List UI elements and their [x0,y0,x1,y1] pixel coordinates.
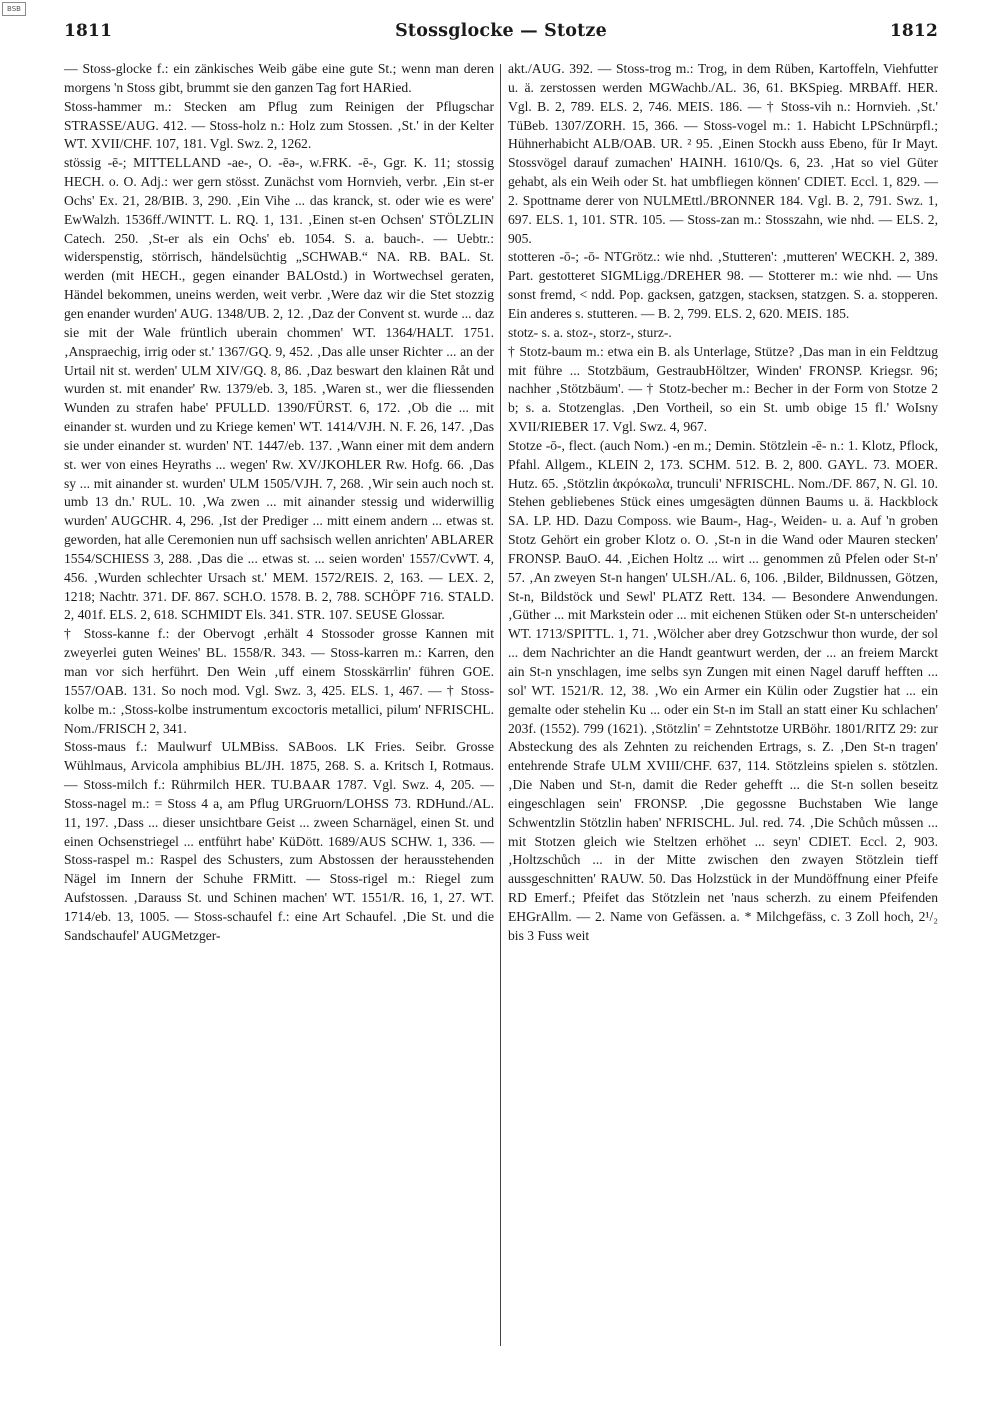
right-column-number: 1812 [889,21,938,41]
entry-stoss-trog-continued: akt./AUG. 392. — Stoss-trog m.: Trog, in dem Rüben, Kartoffeln, Viehfutter u. ä. zerstossen werden MGWachb./AL. 36, 61. BKSpieg. MRBAff. HER. Vgl. B. 2, 789. ELS. 2, 746. MEIS. 186. — † Stoss-vih n.: Hornvieh. ‚St.' TüBeb. 1307/ZORH. 15, 366. — Stoss-vogel m.: 1. Habicht LPSchnürpfl.; Hühnerhabicht ALB/OAB. UR. ² 95. ‚Einen Stockh auss Ebeno, für Ir Mayt. Stossvögel darauf zumachen' HAINH. 1610/Qs. 6, 23. ‚Hat so viel Güter gehabt, als ein Weih oder St. hat umbfliegen können' CDIET. Eccl. 1, 829. — 2. Spottname derer von NULMEttl./BRONNER 184. Vgl. B. 2, 791. Swz. 1, 697. ELS. 1, 101. STR. 105. — Stoss-zan m.: Stosszahn, wie nhd. — ELS. 2, 905. [508,61,938,246]
entry-stotteren: stotteren -ō-; -ō- NTGrötz.: wie nhd. ‚Stutteren': ‚mutteren' WECKH. 2, 389. Part. gestotteret SIGMLigg./DREHER 98. — Stotterer m.: wie nhd. — Uns sonst fremd, < ndd. Pop. gacksen, gatzgen, stacksen, statzgen. S. a. stopperen. Ein anderes s. stutteren. — B. 2, 799. ELS. 2, 620. MEIS. 185. [508,249,938,321]
page-title: Stossglocke — Stotze [395,21,607,41]
left-column [64,60,494,946]
page-header [64,16,938,46]
right-column [508,60,938,946]
entry-stoss-maus: Stoss-maus f.: Maulwurf ULMBiss. SABoos. LK Fries. Seibr. Grosse Wühlmaus, Arvicola amphibius BL/JH. 1875, 268. S. a. Kritsch I, Rotmaus. — Stoss-milch f.: Rührmilch HER. TU.BAAR 1787. Vgl. Swz. 4, 205. — Stoss-nagel m.: = Stoss 4 a, am Pflug URGruorn/LOHSS 73. RDHund./AL. 11, 197. ‚Dass ... dieser unsichtbare Geist ... zween Scharnägel, einen St. und einen Ochsenstriegel ... entführt habe' KüDött. 1689/AUS SCHW. 1, 336. — Stoss-raspel m.: Raspel des Schusters, zum Abstossen der herausstehenden Nägel im Innern der Schuhe FRMitt. — Stoss-rigel m.: Riegel zum Aufstossen. ‚Darauss St. und Schinen machen' WT. 1551/R. 16, 1, 27. WT. 1714/eb. 13, 1005. — Stoss-schaufel f.: eine Art Schaufel. ‚Die St. und die Sandschaufel' AUGMetzger- [64,739,494,943]
column-divider [500,64,501,1346]
library-stamp: BSB [2,2,26,16]
entry-stotz-baum: † Stotz-baum m.: etwa ein B. als Unterlage, Stütze? ‚Das man in ein Feldtzug mit führe ... Stotzbäum, GestraubHöltzer, Winden' FRONSP. Kriegsr. 96; nachher ‚Stötzbäum'. — † Stotz-becher m.: Becher in der Form von Stotze 2 b; s. a. Stotzenglas. ‚Den Vortheil, so ein St. umb obige 15 fl.' WoIsny XVII/RIEBER 17. Vgl. Swz. 4, 967. [508,343,938,435]
entry-stoss-glocke: — Stoss-glocke f.: ein zänkisches Weib gäbe eine gute St.; wenn man deren morgens 'n Stoss gibt, brummt sie den ganzen Tag fort HARied. [64,61,494,95]
entry-stoss-kanne: † Stoss-kanne f.: der Obervogt ‚erhält 4 Stossoder grosse Kannen mit zweyerlei guten Weines' BL. 1558/R. 343. — Stoss-karren m.: Karren, den man vor sich herführt. Den Wein ‚uff einem Stosskärrlin' führen GOE. 1557/OAB. 131. So noch mod. Vgl. Swz. 3, 425. ELS. 1, 467. — † Stoss-kolbe m.: ‚Stoss-kolbe instrumentum excoctoris metallici, pilum' NFRISCHL. Nom./FRISCH 2, 341. [64,626,494,736]
entry-stotz-crossref: stotz- s. a. stoz-, storz-, sturz-. [508,324,672,340]
entry-stoessig: stössig -ē-; MITTELLAND -ae-, O. -ēə-, w.FRK. -ē-, Ggr. K. 11; stossig HECH. o. O. Adj.: wer gern stösst. Zunächst vom Hornvieh, verbr. ‚Ein st-er Ochs' Ex. 21, 28/BIB. 3, 290. ‚Ein Vihe ... das kranck, st. oder wie es were' EwWalzh. 1536ff./WINTT. L. RQ. 1, 131. ‚Einen st-en Ochsen' STÖLZLIN Catech. 250. ‚St-er als ein Ochs' eb. 1054. S. a. bauch-. — Uebtr.: widerspenstig, störrisch, händelsüchtig „SCHWAB.“ NA. RB. BAL. St. werden (mit HECH., gegen einander BALOstd.) in Wortwechsel geraten, Händel bekommen, uneins werden, weit verbr. ‚Were daz wir die Stet stozzig gen enander wurden' AUG. 1348/UB. 2, 12. ‚Daz der Convent st. wurde ... daz sie mit der Wale früntlich uberain chommen' WT. 1364/HALT. 1751. ‚Anspraechig, irrig oder st.' 1367/GQ. 9, 452. ‚Das alle unser Richter ... an der Urtail nit st. werden' ULM XIV/GQ. 8, 86. ‚Daz beswart den klainen Råt und wurden st. mit enander' Rw. 1379/eb. 3, 185. ‚Waren st., wer die fliessenden Wunden zu strafen habe' PFULLD. 1390/FÜRST. 6, 172. ‚Ob die ... mit einander st. wurden und zu Kriege kemen' WT. 1414/VJH. N. F. 26, 147. ‚Das sie under einander st. wurden' NT. 1447/eb. 137. ‚Wann einer mit dem andern st. wer von eines Heyraths ... wegen' Rw. XV/JKOHLER Rw. Hofg. 66. ‚Das sy ... mit ainander st. wurden' ULM 1505/VJH. 7, 268. ‚Wir sein auch noch st. umb 13 dn.' RUL. 10. ‚Wa zwen ... mit ainander stessig und widerwillig wurden' AUGCHR. 4, 296. ‚Ist der Prediger ... mitt einem andern ... etwas st. geworden, hat alle Ceremonien nun uff sachsisch wellen anrichten' ABLARER 1554/SCHIESS 3, 288. ‚Das die ... etwas st. ... seien worden' 1557/CvWT. 4, 456. ‚Wurden schlechter Ursach st.' MEM. 1572/REIS. 2, 163. — LEX. 2, 1218; Nachtr. 371. DF. 867. SCH.O. 1578. B. 2, 788. SCHÖPF 716. STALD. 2, 401f. ELS. 2, 618. SCHMIDT Els. 341. STR. 107. SEUSE Glossar. [64,155,494,623]
left-column-number: 1811 [64,21,113,41]
entry-stoss-hammer: Stoss-hammer m.: Stecken am Pflug zum Reinigen der Pflugschar STRASSE/AUG. 412. — Stoss-holz n.: Holz zum Stossen. ‚St.' in der Kelter WT. XVII/CHF. 107, 181. Vgl. Swz. 2, 1262. [64,98,494,152]
entry-stotze: Stotze -ō-, flect. (auch Nom.) -en m.; Demin. Stötzlein -ē- n.: 1. Klotz, Pflock, Pfahl. Allgem., KLEIN 2, 173. SCHM. 512. B. 2, 800. GAYL. 73. MOER. Hutz. 65. ‚Stötzlin ἀκρόκωλα, trunculi' NFRISCHL. Nom./DF. 867, N. Gl. 10. Stehen gebliebenes Stück eines umgesägten dünnen Baums u. ä. Hackblock SA. LP. HD. Dazu Composs. wie Baum-, Hag-, Weiden- u. a. Auf 'n groben Stotz Gehört ein grober Klotz o. O. ‚St-n in die Wand oder Mauren stecken' FRONSP. BauO. 44. ‚Eichen Holtz ... wirt ... genommen zů Pfelen oder St-n' 57. ‚An zweyen St-n hangen' ULSH./AL. 6, 106. ‚Bilder, Bildnussen, Götzen, St-n, Bildstöck und Sewl' PLATZ Rett. 134. — Besondere Anwendungen. ‚Güther ... mit Markstein oder ... mit eichenen Stüken oder St-n unterscheiden' WT. 1713/SPITTL. 1, 71. ‚Wölcher aber drey Gotzschwur thon wurde, der sol ... dem Nachrichter an die Handt geantwurt werden, der ... an freiem Marckt ain St-n ynschlagen, ime selbs syn Zungen mit einen Nagel daruff hefften ... sol' WT. 1521/R. 12, 38. ‚Wo ein Armer ein Külin oder Zugstier hat ... ein gemalte oder stehelin Ku ... oder ein St-n im Stall an statt einer Ku schlachen' 203f. (1552). 799 (1621). ‚Stötzlin' = Zehntstotze URBöhr. 1801/RITZ 29: zur Absteckung des als Zehnten zu reichenden Ertrags, s. Z. ‚Den St-n tragen' entehrende Strafe ULM XVIII/CHF. 637, 114. Stötzleins spielen s. stötzlen. ‚Die Naben und St-n, damit die Reder gehefft ... die St-n sollen beseitz eingeschlagen sein' FRONSP. ‚Die gegossne Buchstaben Wie lange Schwentzlin Stötzlin haben' NFRISCHL. Jul. red. 74. ‚Die Schůch můssen ... mit Stotzen gleich wie Steltzen erhöhet ... seyn' CDIET. Eccl. 2, 903. ‚Holtzschůch ... in der Mitte zwischen den zwayen Stötzlein tieff aussgeschnitten' RAUW. 50. Das Holzstück in der Mundöffnung einer Pfeife RD Emerf.; Pfeifet das Stötzlein net 'naus scherzh. zu einem Pfeifenden EHGrAllm. — 2. Name von Gefässen. a. * Milchgefäss, c. 3 Zoll hoch, 2¹/₂ bis 3 Fuss weit [508,437,938,943]
